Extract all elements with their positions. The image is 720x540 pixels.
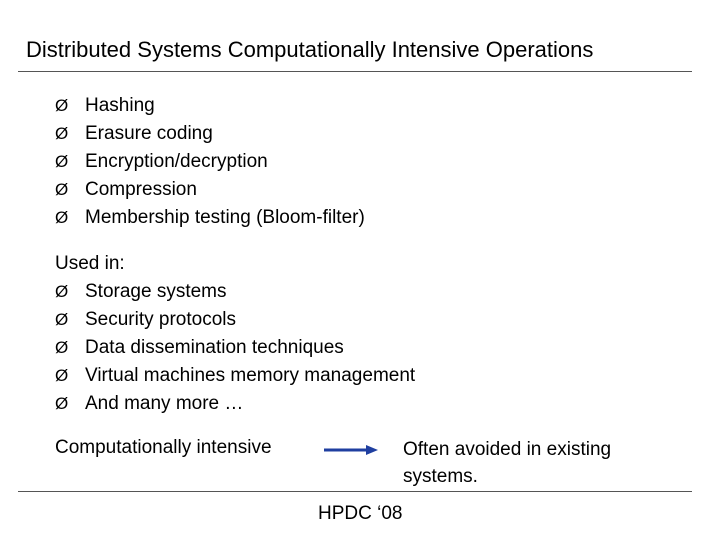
arrowhead-bullet-icon: Ø <box>55 152 69 171</box>
slide-title: Distributed Systems Computationally Intensive Operations <box>26 37 594 62</box>
use-security-protocols: Security protocols <box>85 309 237 330</box>
arrowhead-bullet-icon: Ø <box>55 124 69 143</box>
often-avoided-label: Often avoided in existing systems. <box>403 439 612 487</box>
use-vm-memory-management: Virtual machines memory management <box>85 365 416 386</box>
footer-divider <box>18 491 692 492</box>
arrowhead-bullet-icon: Ø <box>55 96 69 115</box>
arrowhead-bullet-icon: Ø <box>55 282 69 301</box>
footer-text: HPDC ‘08 <box>318 503 403 524</box>
arrowhead-bullet-icon: Ø <box>55 394 69 413</box>
use-many-more: And many more … <box>85 393 244 414</box>
use-storage-systems: Storage systems <box>85 281 227 302</box>
computationally-intensive-label: Computationally intensive <box>55 437 272 458</box>
arrowhead-bullet-icon: Ø <box>55 310 69 329</box>
operation-erasure-coding: Erasure coding <box>85 123 213 144</box>
operation-membership-testing: Membership testing (Bloom-filter) <box>85 207 365 228</box>
title-divider <box>18 71 692 72</box>
operation-encryption: Encryption/decryption <box>85 151 268 172</box>
used-in-label: Used in: <box>55 253 125 274</box>
use-data-dissemination: Data dissemination techniques <box>85 337 344 358</box>
right-arrow-icon <box>322 443 382 457</box>
operation-hashing: Hashing <box>85 95 155 116</box>
arrowhead-bullet-icon: Ø <box>55 180 69 199</box>
operation-compression: Compression <box>85 179 197 200</box>
arrowhead-bullet-icon: Ø <box>55 208 69 227</box>
arrowhead-bullet-icon: Ø <box>55 338 69 357</box>
arrowhead-bullet-icon: Ø <box>55 366 69 385</box>
